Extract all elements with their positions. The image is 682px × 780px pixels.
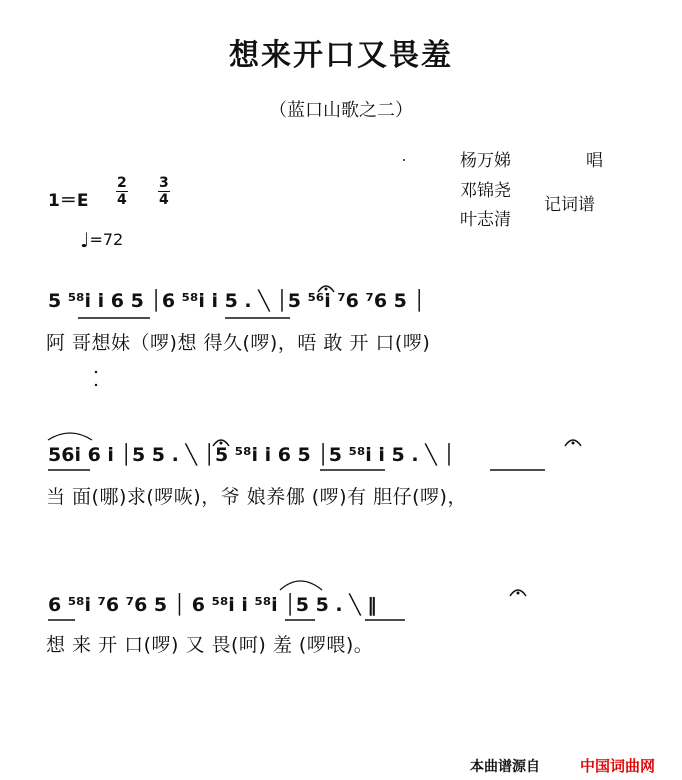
- time-signature-2-denominator: 4: [159, 192, 169, 208]
- key-signature: 1＝E: [48, 191, 89, 211]
- fermata-icon: [565, 440, 581, 446]
- lyric-text: 想 来 开 口(啰) 又 畏(呵) 羞 (啰喂)。: [46, 634, 374, 656]
- recorder-name-2: 叶志清: [460, 210, 511, 230]
- note-text: 6 ⁵⁸i ⁷6 ⁷6 5 │ 6 ⁵⁸i i ⁵⁸i │5 5 . ╲ ‖: [48, 594, 377, 616]
- quarter-note-icon: ♩: [80, 228, 90, 252]
- slur-icon: [48, 433, 92, 440]
- recorder-role: 记词谱: [544, 195, 595, 215]
- singer-name: 杨万娣: [460, 151, 511, 171]
- footer-site-link[interactable]: 中国词曲网: [580, 757, 656, 775]
- time-signature-1-numerator: 2: [117, 175, 127, 191]
- time-signature-1-denominator: 4: [117, 192, 127, 208]
- note-text: 56i 6 i │5 5 . ╲ │5 ⁵⁸i i 6 5 │5 ⁵⁸i i 5 . ╲ │: [48, 444, 455, 466]
- tempo-value: =72: [89, 230, 124, 249]
- lyric-text: 阿 哥想妹（啰)想 得久(啰)，唔 敢 开 口(啰): [46, 332, 431, 354]
- stray-dot: [95, 384, 97, 386]
- slur-icon: [280, 581, 322, 590]
- subtitle: （蓝口山歌之二）: [269, 100, 413, 121]
- fermata-icon: [318, 286, 334, 292]
- stray-dot: [95, 371, 97, 373]
- footer-source-label: 本曲谱源自: [470, 759, 540, 775]
- stray-dot: [403, 159, 405, 161]
- note-text: 5 ⁵⁸i i 6 5 │6 ⁵⁸i i 5 . ╲ │5 ⁵⁶i ⁷6 ⁷6 5 │: [48, 290, 425, 312]
- lyric-text: 当 面(哪)求(啰咴)，爷 娘养㑚 (啰)有 胆仔(啰)，: [46, 486, 467, 508]
- time-signature-2-numerator: 3: [159, 175, 169, 191]
- page-title: 想来开口又畏羞: [229, 38, 453, 73]
- fermata-icon: [510, 590, 526, 596]
- fermata-icon: [213, 440, 229, 446]
- recorder-name-1: 邓锦尧: [460, 181, 511, 201]
- singer-role: 唱: [586, 151, 603, 171]
